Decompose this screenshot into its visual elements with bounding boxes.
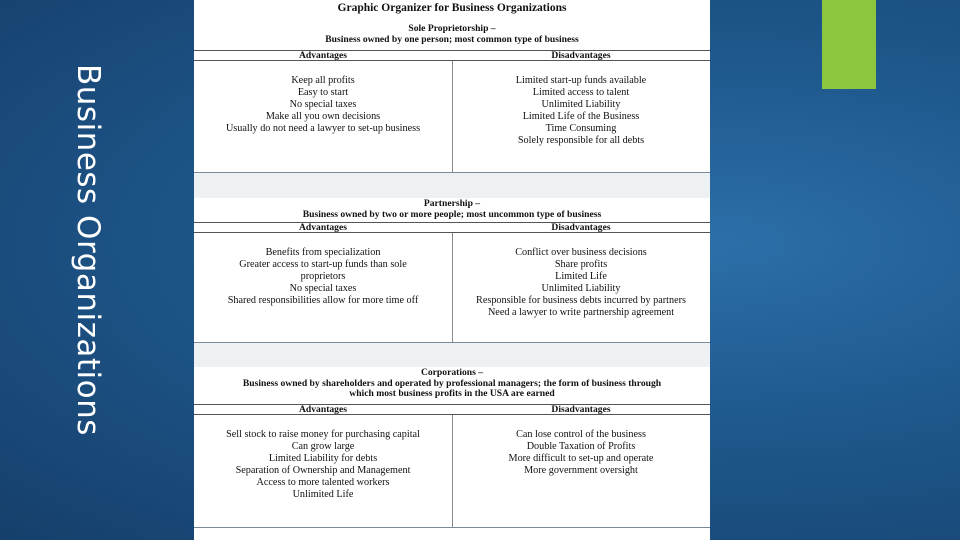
organizer-title: Graphic Organizer for Business Organizations bbox=[337, 2, 567, 14]
list-item: Shared responsibilities allow for more time off bbox=[227, 294, 419, 306]
disadvantages-header: Disadvantages bbox=[551, 222, 611, 233]
slide-title-text: Business Organizations bbox=[70, 64, 106, 436]
list-item: Responsible for business debts incurred by partners bbox=[476, 294, 686, 306]
list-item: No special taxes bbox=[289, 98, 357, 110]
section-heading-line: Business owned by two or more people; most uncommon type of business bbox=[302, 208, 602, 220]
graphic-organizer bbox=[194, 0, 710, 540]
list-item: No special taxes bbox=[289, 282, 357, 294]
list-item: proprietors bbox=[300, 270, 346, 282]
disadvantages-list bbox=[452, 75, 710, 146]
section-heading bbox=[194, 368, 710, 400]
list-item: Unlimited Life bbox=[292, 488, 354, 500]
list-item: Greater access to start-up funds than sole bbox=[239, 258, 407, 270]
list-item: Solely responsible for all debts bbox=[517, 134, 645, 146]
accent-bar bbox=[822, 0, 876, 89]
disadvantages-list bbox=[452, 247, 710, 318]
section-partnership bbox=[194, 199, 710, 342]
list-item: Can grow large bbox=[291, 440, 355, 452]
advantages-header: Advantages bbox=[299, 404, 347, 415]
disadvantages-list bbox=[452, 429, 710, 477]
section-separator bbox=[194, 527, 710, 528]
column-headers bbox=[194, 404, 710, 415]
section-body bbox=[194, 233, 710, 342]
column-headers bbox=[194, 50, 710, 61]
list-item: Double Taxation of Profits bbox=[526, 440, 636, 452]
list-item: Separation of Ownership and Management bbox=[235, 464, 411, 476]
advantages-list bbox=[194, 75, 452, 135]
list-item: Limited start-up funds available bbox=[515, 75, 647, 86]
list-item: Limited Liability for debts bbox=[268, 452, 378, 464]
section-heading-line: Business owned by shareholders and operated by professional managers; the form of business through bbox=[242, 377, 662, 389]
list-item: More difficult to set-up and operate bbox=[508, 452, 654, 464]
section-heading-line: which most business profits in the USA are earned bbox=[349, 388, 555, 399]
column-headers bbox=[194, 222, 710, 233]
list-item: Share profits bbox=[554, 258, 608, 270]
list-item: Need a lawyer to write partnership agreement bbox=[487, 306, 675, 318]
list-item: Limited Life bbox=[555, 270, 607, 282]
section-gap bbox=[194, 343, 710, 367]
section-heading-line: Sole Proprietorship – bbox=[408, 23, 496, 34]
slide-title bbox=[58, 20, 118, 480]
section-heading-line: Corporations – bbox=[420, 367, 484, 378]
disadvantages-header: Disadvantages bbox=[551, 404, 611, 415]
section-corporations bbox=[194, 368, 710, 528]
section-body bbox=[194, 61, 710, 172]
list-item: More government oversight bbox=[524, 464, 638, 476]
list-item: Make all you own decisions bbox=[265, 110, 381, 122]
list-item: Time Consuming bbox=[545, 122, 617, 134]
list-item: Unlimited Liability bbox=[541, 98, 621, 110]
list-item: Easy to start bbox=[297, 86, 349, 98]
list-item: Usually do not need a lawyer to set-up business bbox=[225, 122, 421, 134]
section-sole-proprietorship bbox=[194, 24, 710, 172]
list-item: Limited Life of the Business bbox=[522, 110, 640, 122]
list-item: Access to more talented workers bbox=[256, 476, 390, 488]
advantages-header: Advantages bbox=[299, 50, 347, 61]
list-item: Conflict over business decisions bbox=[515, 247, 647, 258]
disadvantages-header: Disadvantages bbox=[551, 50, 611, 61]
list-item: Sell stock to raise money for purchasing capital bbox=[226, 429, 420, 440]
advantages-list bbox=[194, 429, 452, 500]
list-item: Keep all profits bbox=[291, 75, 355, 86]
list-item: Benefits from specialization bbox=[265, 247, 381, 258]
list-item: Can lose control of the business bbox=[516, 429, 646, 440]
advantages-header: Advantages bbox=[299, 222, 347, 233]
section-body bbox=[194, 415, 710, 528]
section-heading bbox=[194, 24, 710, 45]
section-gap bbox=[194, 173, 710, 198]
list-item: Limited access to talent bbox=[532, 86, 630, 98]
advantages-list bbox=[194, 247, 452, 307]
list-item: Unlimited Liability bbox=[541, 282, 621, 294]
section-heading-line: Business owned by one person; most common type of business bbox=[325, 33, 579, 45]
section-heading bbox=[194, 199, 710, 220]
section-heading-line: Partnership – bbox=[423, 198, 481, 209]
